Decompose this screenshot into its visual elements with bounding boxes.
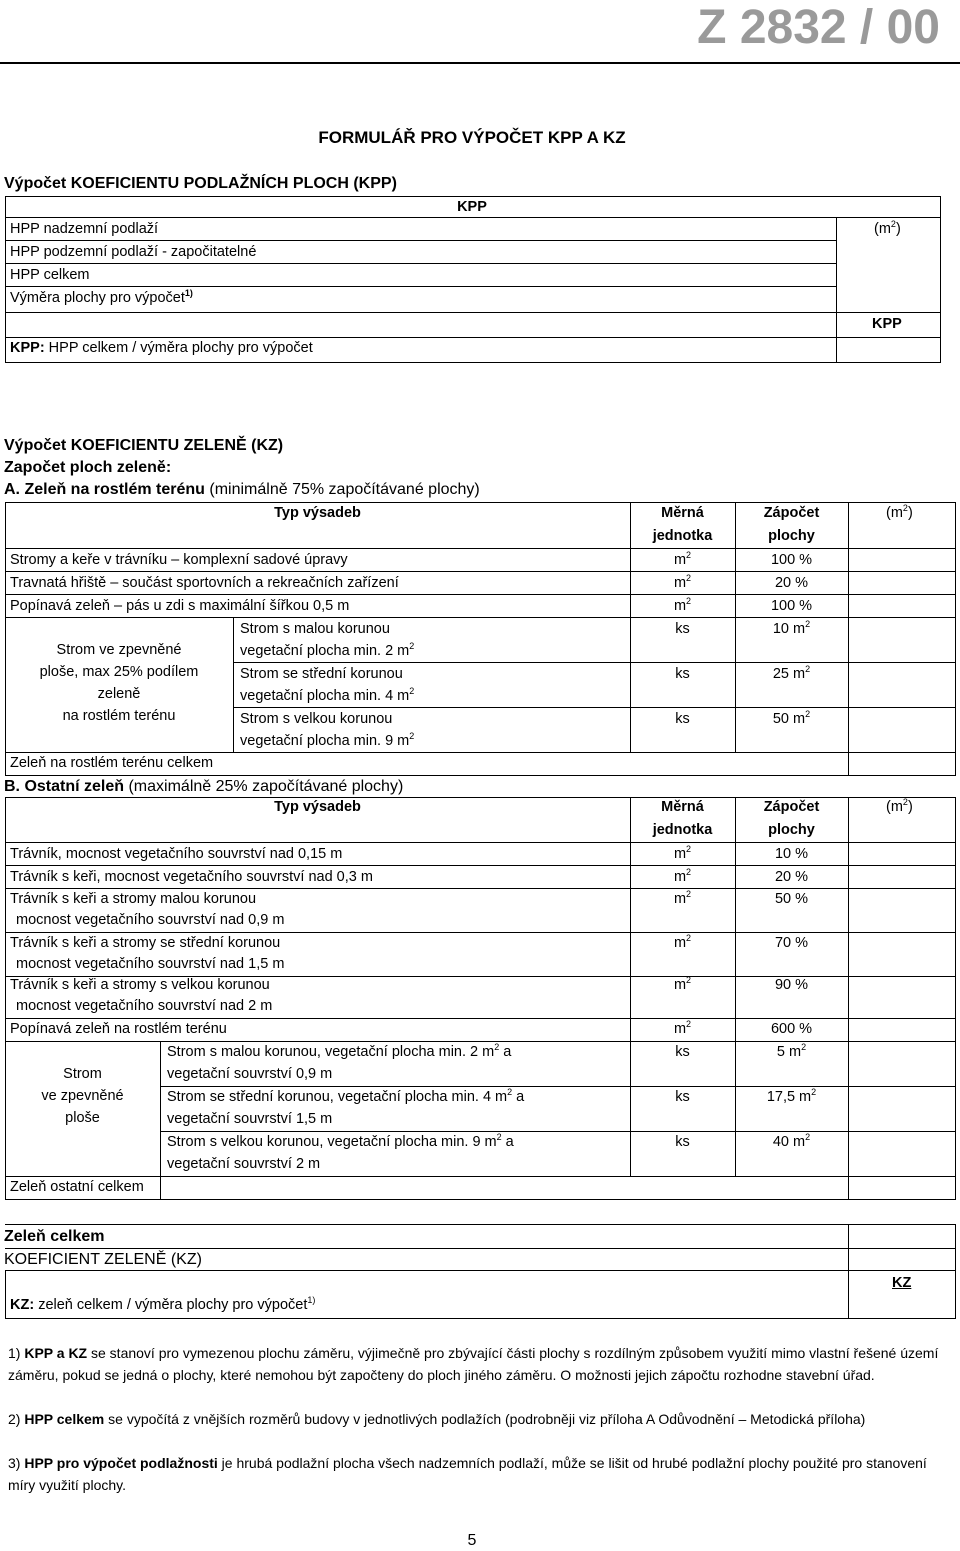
footnote-3: 3) HPP pro výpočet podlažnosti je hrubá podlažní plocha všech nadzemních podlaží, může se lišit od hrubé podlažní plochy použité pro stanovení míry využití plochy. [8, 1455, 927, 1493]
kz-b-heading: B. Ostatní zeleň (maximálně 25% započítávané plochy) [4, 778, 404, 795]
kpp-row-area: Výměra plochy pro výpočet$^{1)}$ [10, 288, 193, 306]
a-col-count-1: Zápočet [763, 505, 820, 521]
a-tree-medium-l2: vegetační plocha min. 4 $m^2$ [240, 686, 415, 704]
a-col-unit-2: jednotka [652, 528, 713, 544]
b-row-unit: $m^2$ [673, 975, 692, 993]
a-row-type: Popínavá zeleň – pás u zdi s maximální šířkou 0,5 m [10, 598, 350, 614]
b-tree-large-unit: ks [675, 1134, 690, 1150]
b-row-unit: $m^2$ [673, 867, 692, 885]
b-tree-group-line: ploše [65, 1110, 100, 1126]
a-col-unit-1: Měrná [661, 505, 704, 521]
b-row-unit: $m^2$ [673, 933, 692, 951]
b-row-type: Trávník, mocnost vegetačního souvrství nad 0,15 m [10, 846, 343, 862]
a-col-type: Typ výsadeb [274, 505, 361, 521]
page-number: 5 [467, 1532, 477, 1549]
b-tree-large-l1: Strom s velkou korunou, vegetační plocha min. 9 $m^2$ a [167, 1132, 514, 1150]
b-row-type-line2: mocnost vegetačního souvrství nad 2 m [16, 998, 273, 1014]
b-col-area: $(m^2)$ [886, 797, 913, 815]
b-row-count: 10 % [774, 846, 809, 862]
b-row-unit: $m^2$ [673, 844, 692, 862]
kpp-result-label: KPP [872, 316, 902, 332]
b-row-count: 50 % [774, 891, 809, 907]
b-tree-medium-l2: vegetační souvrství 1,5 m [167, 1111, 333, 1127]
kz-result-label: KZ [892, 1275, 912, 1291]
kpp-table-header: KPP [457, 199, 487, 215]
kpp-unit: $(m^2)$ [874, 219, 901, 237]
kz-subtitle: Započet ploch zeleně: [4, 459, 172, 476]
a-tree-small-unit: ks [675, 621, 690, 637]
kpp-row-hpp-total: HPP celkem [10, 267, 90, 283]
b-row-count: 90 % [774, 977, 809, 993]
a-tree-large-l1: Strom s velkou korunou [240, 711, 393, 727]
b-tree-small-l1: Strom s malou korunou, vegetační plocha min. 2 $m^2$ a [167, 1042, 512, 1060]
b-col-count-2: plochy [768, 822, 815, 838]
a-tree-small-count: 10 $m^2$ [772, 619, 811, 637]
header-rule [0, 62, 960, 64]
kz-formula: KZ: zeleň celkem / výměra plochy pro výpočet$^{1)}$ [10, 1295, 316, 1313]
kz-coefficient-label: KOEFICIENT ZELENĚ (KZ) [4, 1251, 202, 1268]
a-row-unit: $m^2$ [673, 550, 692, 568]
a-row-type: Travnatá hřiště – součást sportovních a rekreačních zařízení [10, 575, 399, 591]
a-col-count-2: plochy [768, 528, 815, 544]
a-row-count: 100 % [770, 552, 813, 568]
form-title: FORMULÁŘ PRO VÝPOČET KPP A KZ [318, 128, 626, 147]
kpp-row-hpp-below: HPP podzemní podlaží - započitatelné [10, 244, 257, 260]
b-row-count: 600 % [770, 1021, 813, 1037]
a-col-area: $(m^2)$ [886, 503, 913, 521]
b-row-type: Popínavá zeleň na rostlém terénu [10, 1021, 227, 1037]
kpp-row-hpp-above: HPP nadzemní podlaží [10, 221, 159, 237]
b-tree-small-count: 5 $m^2$ [776, 1042, 807, 1060]
b-col-type: Typ výsadeb [274, 799, 361, 815]
b-total: Zeleň ostatní celkem [10, 1179, 144, 1195]
b-row-count: 70 % [774, 935, 809, 951]
b-row-type-line2: mocnost vegetačního souvrství nad 0,9 m [16, 912, 285, 928]
b-tree-medium-l1: Strom se střední korunou, vegetační plocha min. 4 $m^2$ a [167, 1087, 525, 1105]
a-row-type: Stromy a keře v trávníku – komplexní sadové úpravy [10, 552, 348, 568]
a-tree-group-line: na rostlém terénu [62, 708, 176, 724]
a-tree-group-line: Strom ve zpevněné [56, 642, 182, 658]
kpp-formula: KPP: HPP celkem / výměra plochy pro výpočet [10, 340, 313, 356]
b-tree-medium-unit: ks [675, 1089, 690, 1105]
footnote-2: 2) HPP celkem se vypočítá z vnějších rozměrů budovy v jednotlivých podlažích (podrobněji viz příloha A Odůvodnění – Metodická příloha) [8, 1411, 866, 1427]
b-tree-medium-count: 17,5 $m^2$ [766, 1087, 817, 1105]
a-total: Zeleň na rostlém terénu celkem [10, 755, 214, 771]
footnote-1: 1) KPP a KZ se stanoví pro vymezenou plochu záměru, výjimečně pro zbývající části plochy s rozdílným způsobem využití mimo vlastní řešené území záměru, pokud se jedná o plochy, které nemohou být započteny do ploch jiného záměru. O možnosti jejich zápočtu rozhodne stavební úřad. [8, 1345, 939, 1383]
a-row-unit: $m^2$ [673, 573, 692, 591]
b-row-type: Trávník s keři a stromy se střední korunou [10, 935, 281, 951]
kz-section-title: Výpočet KOEFICIENTU ZELENĚ (KZ) [4, 437, 284, 454]
document-id: Z 2832 / 00 [697, 1, 940, 54]
b-col-count-1: Zápočet [763, 799, 820, 815]
b-tree-group-line: ve zpevněné [41, 1088, 124, 1104]
b-row-type-line2: mocnost vegetačního souvrství nad 1,5 m [16, 956, 285, 972]
b-tree-small-l2: vegetační souvrství 0,9 m [167, 1066, 333, 1082]
b-col-unit-2: jednotka [652, 822, 713, 838]
kpp-section-title: Výpočet KOEFICIENTU PODLAŽNÍCH PLOCH (KPP) [4, 175, 397, 192]
a-tree-medium-unit: ks [675, 666, 690, 682]
a-row-unit: $m^2$ [673, 596, 692, 614]
b-row-type: Trávník s keři a stromy malou korunou [10, 891, 257, 907]
a-tree-small-l2: vegetační plocha min. 2 $m^2$ [240, 641, 415, 659]
b-tree-group-line: Strom [63, 1066, 102, 1082]
a-tree-small-l1: Strom s malou korunou [240, 621, 390, 637]
b-row-type: Trávník s keři, mocnost vegetačního souvrství nad 0,3 m [10, 869, 373, 885]
a-tree-large-l2: vegetační plocha min. 9 $m^2$ [240, 731, 415, 749]
b-row-type: Trávník s keři a stromy s velkou korunou [10, 977, 270, 993]
a-tree-group-line: zeleně [97, 686, 141, 702]
b-row-unit: $m^2$ [673, 889, 692, 907]
b-tree-small-unit: ks [675, 1044, 690, 1060]
b-tree-large-count: 40 $m^2$ [772, 1132, 811, 1150]
a-tree-group-line: ploše, max 25% podílem [39, 664, 199, 680]
green-total-label: Zeleň celkem [4, 1228, 105, 1245]
b-tree-large-l2: vegetační souvrství 2 m [167, 1156, 321, 1172]
a-tree-medium-count: 25 $m^2$ [772, 664, 811, 682]
a-row-count: 20 % [774, 575, 809, 591]
kz-a-heading: A. Zeleň na rostlém terénu (minimálně 75% započítávané plochy) [4, 481, 480, 498]
a-tree-large-unit: ks [675, 711, 690, 727]
b-row-count: 20 % [774, 869, 809, 885]
b-col-unit-1: Měrná [661, 799, 704, 815]
b-row-unit: $m^2$ [673, 1019, 692, 1037]
a-tree-large-count: 50 $m^2$ [772, 709, 811, 727]
a-tree-medium-l1: Strom se střední korunou [240, 666, 403, 682]
a-row-count: 100 % [770, 598, 813, 614]
